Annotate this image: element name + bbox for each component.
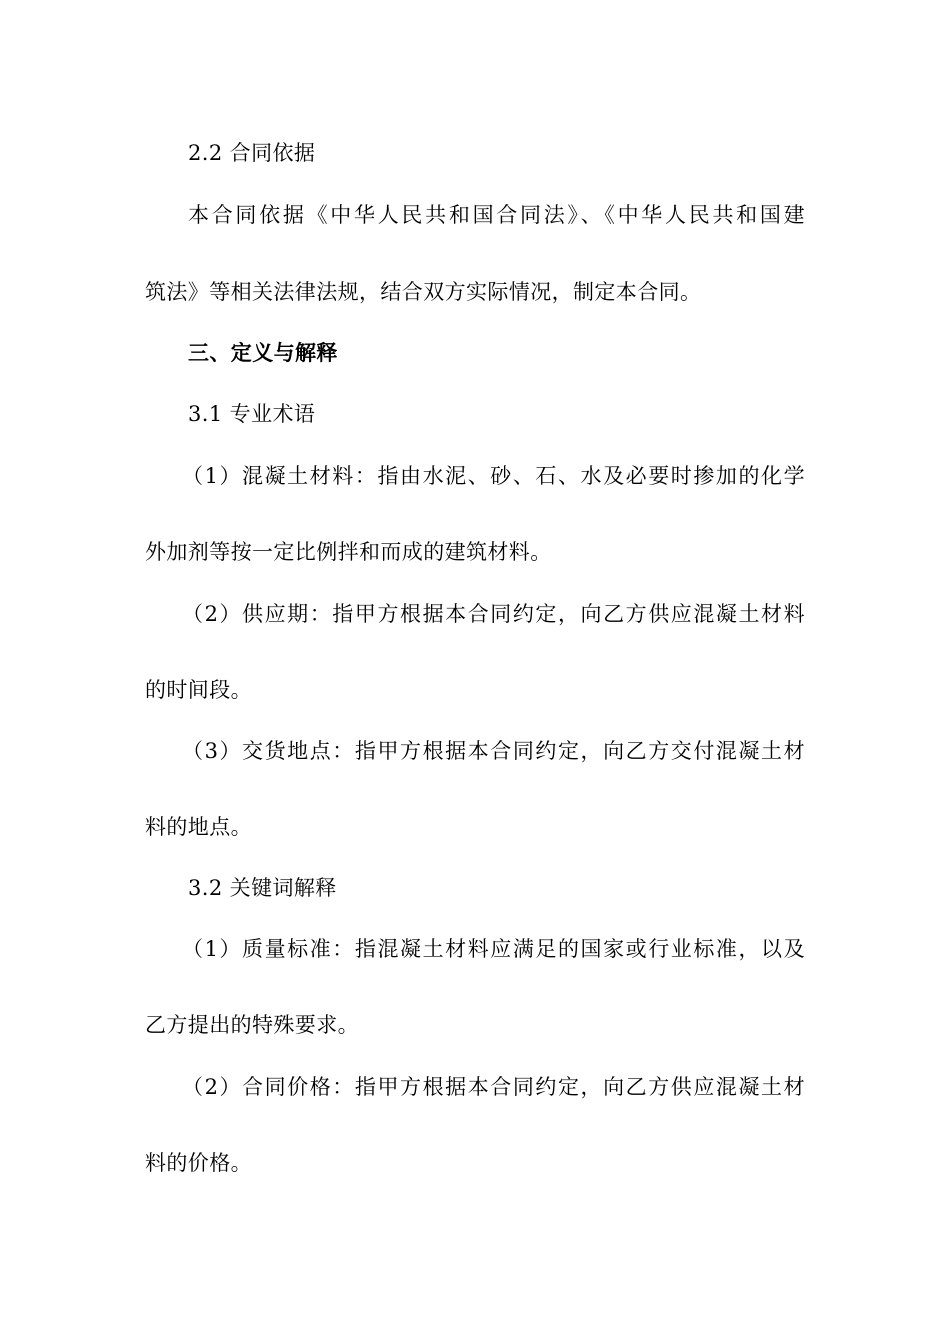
paragraph-line: （2）合同价格：指甲方根据本合同约定，向乙方供应混凝土材 [182,1075,805,1099]
paragraph-line: （2）供应期：指甲方根据本合同约定，向乙方供应混凝土材料 [182,602,805,626]
paragraph-line: 筑法》等相关法律法规，结合双方实际情况，制定本合同。 [145,280,702,304]
paragraph-line: （3）交货地点：指甲方根据本合同约定，向乙方交付混凝土材 [182,739,805,763]
section-heading-2-2: 2.2 合同依据 [188,141,316,165]
paragraph-line: 外加剂等按一定比例拌和而成的建筑材料。 [145,540,552,564]
paragraph-line: （1）混凝土材料：指由水泥、砂、石、水及必要时掺加的化学 [182,464,805,488]
section-heading-3: 三、定义与解释 [188,341,338,365]
paragraph-line: 乙方提出的特殊要求。 [145,1013,359,1037]
paragraph-line: 的时间段。 [145,678,252,702]
section-heading-3-1: 3.1 专业术语 [188,402,316,426]
section-heading-3-2: 3.2 关键词解释 [188,876,337,900]
paragraph-line: 料的地点。 [145,815,252,839]
paragraph-line: 本合同依据《中华人民共和国合同法》、《中华人民共和国建 [188,203,805,227]
paragraph-line: （1）质量标准：指混凝土材料应满足的国家或行业标准，以及 [182,937,805,961]
paragraph-line: 料的价格。 [145,1151,252,1175]
